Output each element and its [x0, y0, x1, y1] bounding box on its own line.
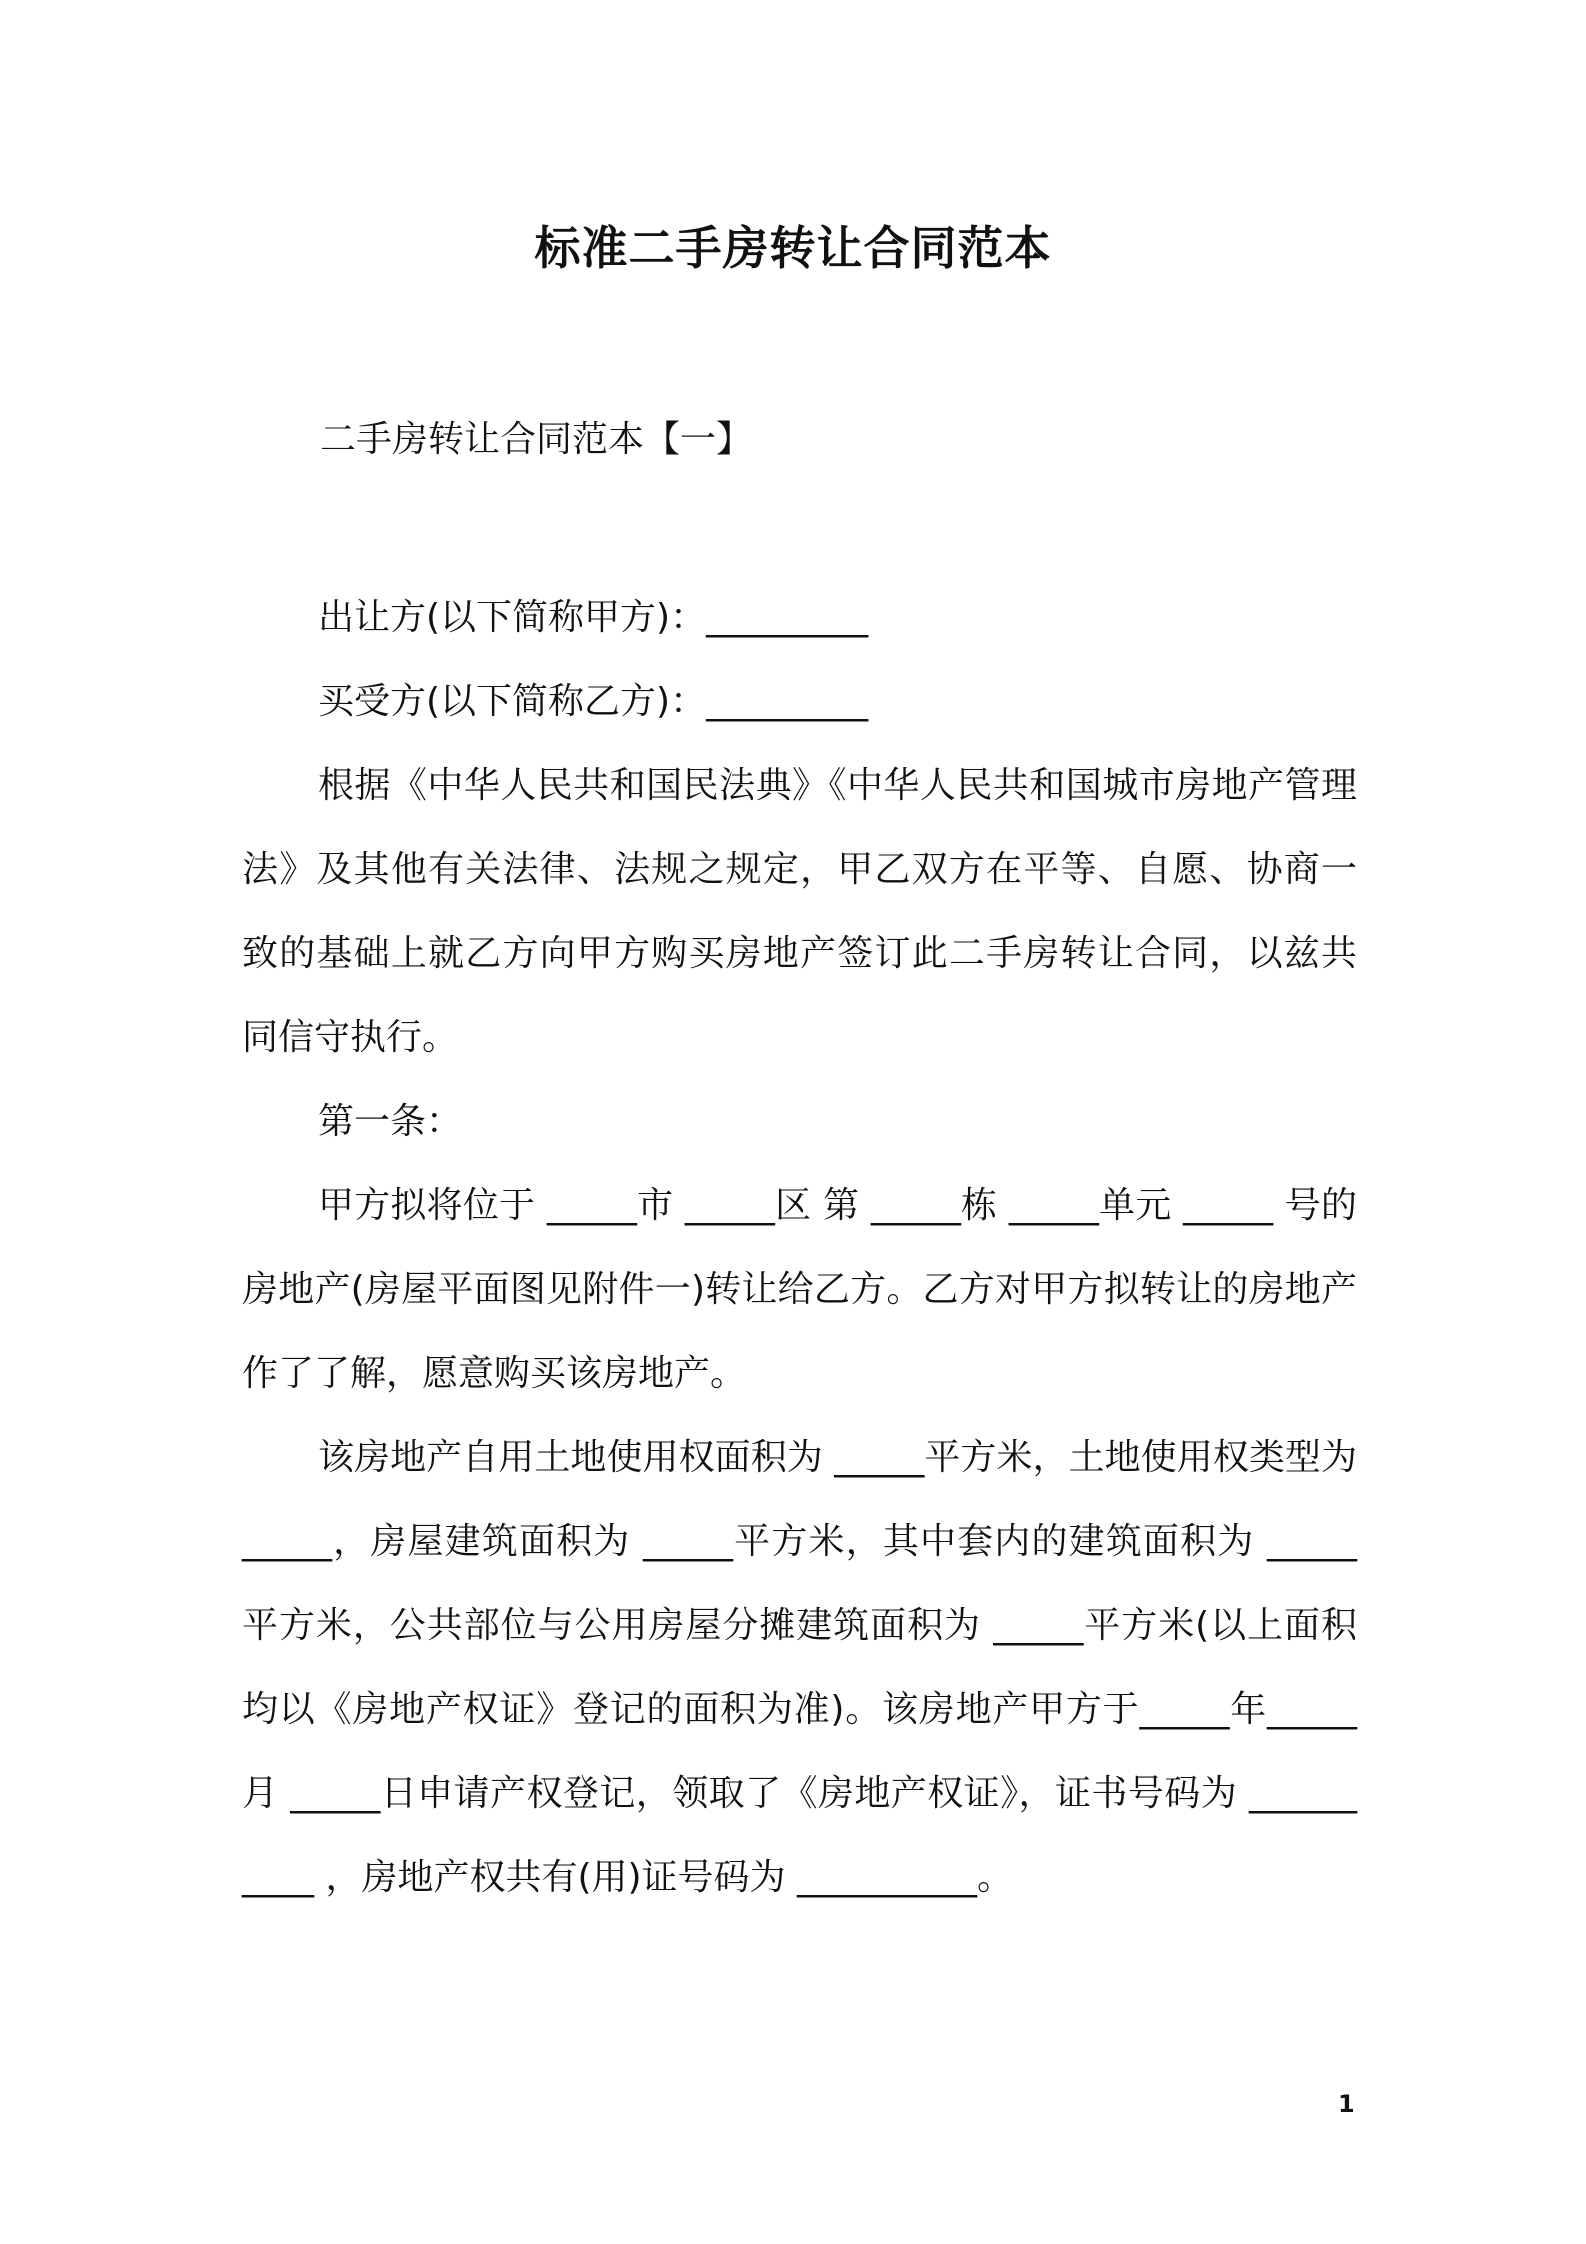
paragraph-legal-basis: 根据《中华人民共和国民法典》《中华人民共和国城市房地产管理法》及其他有关法律、法规之规定，甲乙双方在平等、自愿、协商一致的基础上就乙方向甲方购买房地产签订此二手房转让合同，以兹共同信守执行。: [242, 765, 1357, 1058]
document-title: 标准二手房转让合同范本: [534, 221, 1052, 275]
paragraph-buyer: 买受方(以下简称乙方)：_________: [318, 681, 869, 722]
paragraph-seller: 出让方(以下简称甲方)：_________: [318, 597, 869, 638]
section-heading: 二手房转让合同范本【一】: [320, 419, 753, 460]
paragraph-property-location: 甲方拟将位于 _____市 _____区 第 _____栋 _____单元 _____ 号的房地产(房屋平面图见附件一)转让给乙方。乙方对甲方拟转让的房地产作了了解，愿意购买该房地产。: [242, 1185, 1357, 1394]
document-body: [242, 576, 1357, 1920]
paragraph-article-one-heading: 第一条：: [318, 1101, 463, 1142]
paragraph-property-area: 该房地产自用土地使用权面积为 _____平方米，土地使用权类型为 _____，房屋建筑面积为 _____平方米，其中套内的建筑面积为 _____平方米，公共部位与公用房屋分摊建筑面积为 _____平方米(以上面积均以《房地产权证》登记的面积为准)。该房地产甲方于_____年_____月 _____日申请产权登记，领取了《房地产权证》，证书号码为 __________ ，房地产权共有(用)证号码为 __________。: [242, 1437, 1357, 1898]
page-number: 1: [1338, 2090, 1355, 2118]
